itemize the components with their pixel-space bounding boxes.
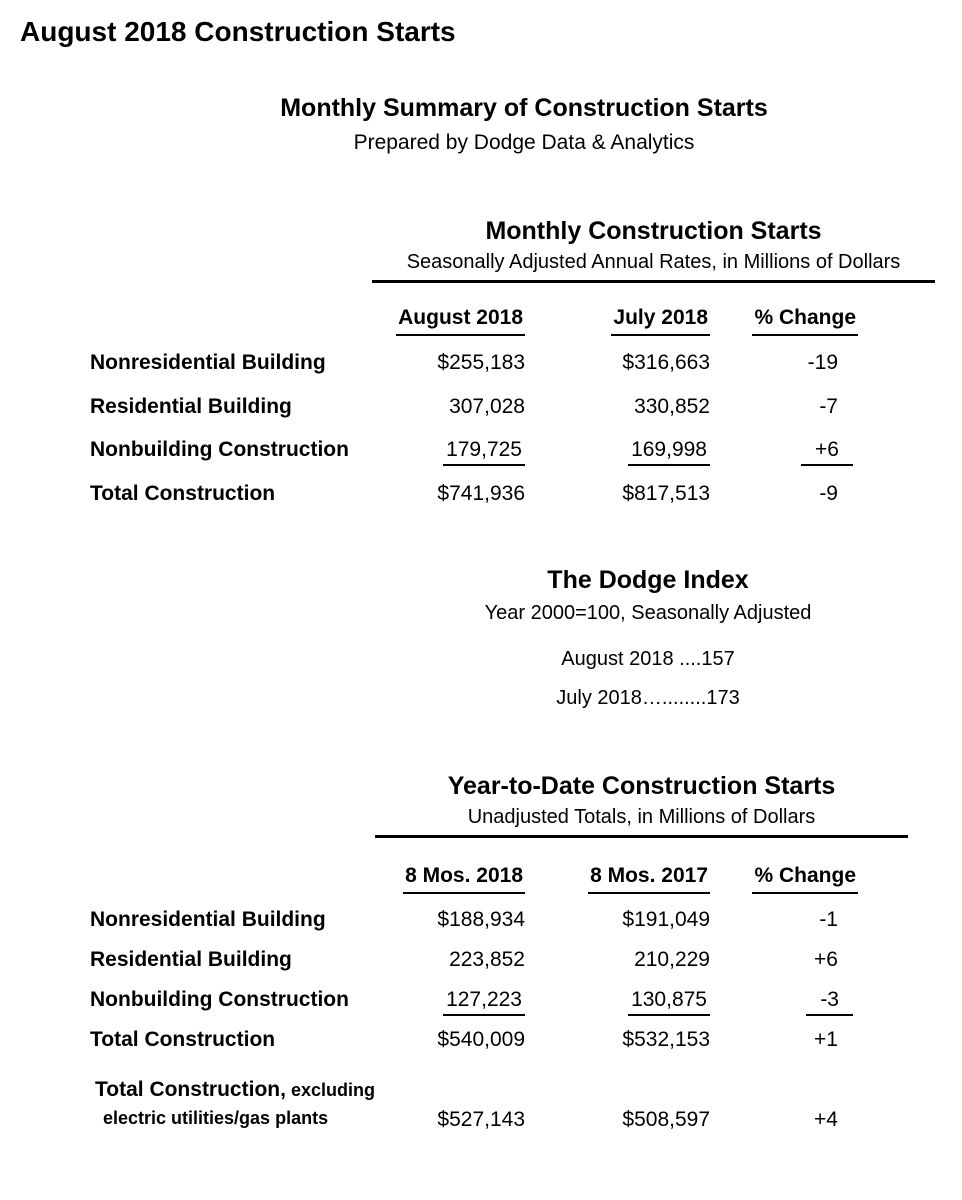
previous-value xyxy=(525,988,710,1016)
table-row xyxy=(0,395,962,439)
monthly-section-header xyxy=(372,217,935,283)
table-row xyxy=(0,948,962,988)
row-label: Nonbuilding Construction xyxy=(90,438,349,461)
monthly-col-current-label: August 2018 xyxy=(396,306,525,336)
monthly-col-current xyxy=(390,306,525,336)
ytd-col-previous xyxy=(525,864,710,894)
pct-change-text: -1 xyxy=(819,908,838,931)
ytd-heading: Year-to-Date Construction Starts xyxy=(447,772,836,800)
current-value: $255,183 xyxy=(437,351,525,374)
underlined-value: 127,223 xyxy=(443,988,525,1016)
pct-change-value xyxy=(710,482,858,506)
pct-change-text: +1 xyxy=(814,1028,838,1051)
current-value: $527,143 xyxy=(437,1108,525,1131)
pct-change-text: +6 xyxy=(814,948,838,971)
document-header xyxy=(88,94,960,155)
pct-change-value xyxy=(710,351,858,375)
pct-change-text: -7 xyxy=(819,394,838,418)
dodge-index-july-line: July 2018…........173 xyxy=(556,687,740,709)
previous-value: $508,597 xyxy=(622,1108,710,1131)
excluding-label-main: Total Construction, xyxy=(95,1078,286,1101)
pct-change-value xyxy=(710,908,858,932)
pct-change-value xyxy=(710,1028,858,1052)
ytd-col-previous-label: 8 Mos. 2017 xyxy=(588,864,710,894)
excluding-label-line2: electric utilities/gas plants xyxy=(103,1108,329,1128)
row-label: Nonresidential Building xyxy=(90,351,326,374)
current-value: 307,028 xyxy=(449,394,525,418)
pct-change-text: -9 xyxy=(819,481,838,505)
monthly-table-rows xyxy=(0,351,962,525)
row-label: Total Construction xyxy=(90,481,276,505)
current-value xyxy=(390,438,525,466)
ytd-table-rows xyxy=(0,908,962,1068)
monthly-col-pct xyxy=(710,306,858,336)
previous-value: 330,852 xyxy=(634,394,710,418)
table-row xyxy=(0,438,962,482)
excluding-label-qualifier: excluding xyxy=(285,1080,375,1100)
ytd-col-current xyxy=(390,864,525,894)
previous-value: $532,153 xyxy=(622,1028,710,1051)
document-title: Monthly Summary of Construction Starts xyxy=(280,94,768,122)
previous-value xyxy=(525,438,710,466)
pct-change-value xyxy=(710,438,858,466)
monthly-col-previous xyxy=(525,306,710,336)
previous-value: $817,513 xyxy=(622,481,710,505)
pct-change-value xyxy=(710,395,858,419)
ytd-col-pct xyxy=(710,864,858,894)
spacer-cell xyxy=(90,306,390,336)
table-row xyxy=(0,988,962,1028)
underlined-value: -3 xyxy=(806,988,853,1016)
current-value xyxy=(390,988,525,1016)
row-label: Nonbuilding Construction xyxy=(90,988,349,1011)
monthly-col-pct-label: % Change xyxy=(752,306,858,336)
page-title: August 2018 Construction Starts xyxy=(20,16,456,47)
underlined-value: +6 xyxy=(801,438,853,466)
row-label: Residential Building xyxy=(90,394,292,418)
monthly-heading: Monthly Construction Starts xyxy=(485,217,822,245)
table-row xyxy=(0,351,962,395)
ytd-excluding-row-label-line1 xyxy=(0,1078,962,1102)
previous-value: 210,229 xyxy=(634,948,710,971)
ytd-col-pct-label: % Change xyxy=(752,864,858,894)
monthly-subheading: Seasonally Adjusted Annual Rates, in Millions of Dollars xyxy=(406,251,901,273)
current-value: 223,852 xyxy=(449,948,525,971)
underlined-value: 179,725 xyxy=(443,438,525,466)
ytd-table-header xyxy=(0,864,962,894)
document-subtitle: Prepared by Dodge Data & Analytics xyxy=(353,131,695,154)
dodge-index-subheading: Year 2000=100, Seasonally Adjusted xyxy=(484,602,812,624)
monthly-table-header xyxy=(0,306,962,336)
pct-change-text: -19 xyxy=(807,351,838,374)
row-label: Nonresidential Building xyxy=(90,908,326,931)
underlined-value: 169,998 xyxy=(628,438,710,466)
ytd-excluding-row xyxy=(0,1108,962,1132)
previous-value: $316,663 xyxy=(622,351,710,374)
pct-change-value xyxy=(710,1108,858,1132)
pct-change-text: +4 xyxy=(814,1108,838,1131)
spacer-cell xyxy=(90,864,390,894)
table-row xyxy=(0,482,962,526)
current-value: $540,009 xyxy=(437,1028,525,1051)
row-label: Total Construction xyxy=(90,1028,276,1051)
ytd-subheading: Unadjusted Totals, in Millions of Dollars xyxy=(467,806,816,828)
current-value: $741,936 xyxy=(437,481,525,505)
dodge-index-section xyxy=(338,566,958,710)
row-label: Residential Building xyxy=(90,948,292,971)
ytd-col-current-label: 8 Mos. 2018 xyxy=(403,864,525,894)
current-value: $188,934 xyxy=(437,908,525,931)
dodge-index-heading: The Dodge Index xyxy=(547,566,749,594)
dodge-index-august-line: August 2018 ....157 xyxy=(561,648,735,670)
pct-change-value xyxy=(710,988,858,1016)
table-row xyxy=(0,1028,962,1068)
underlined-value: 130,875 xyxy=(628,988,710,1016)
monthly-col-previous-label: July 2018 xyxy=(611,306,710,336)
ytd-section-header xyxy=(375,772,908,838)
previous-value: $191,049 xyxy=(622,908,710,931)
table-row xyxy=(0,908,962,948)
pct-change-value xyxy=(710,948,858,972)
